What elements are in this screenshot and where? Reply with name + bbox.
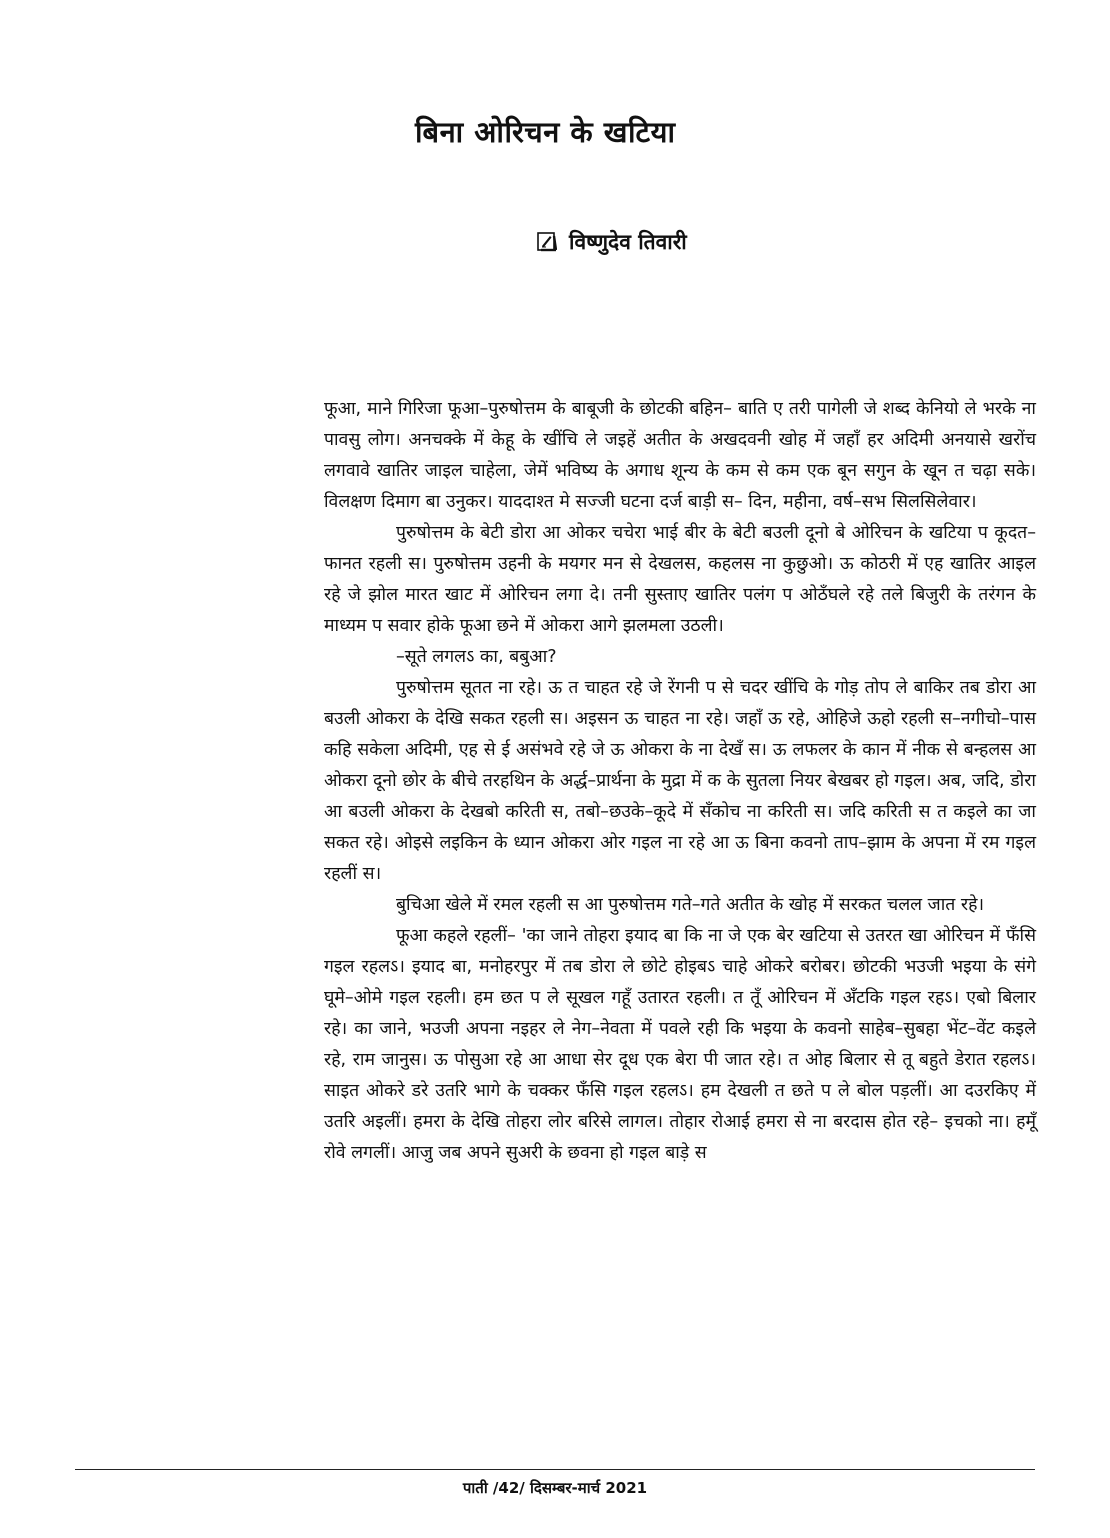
page-footer: पाती /42/ दिसम्बर-मार्च 2021: [462, 1479, 648, 1497]
footer-rule: [75, 1469, 1035, 1470]
byline: [537, 228, 687, 256]
paragraph: फूआ कहले रहलीं– 'का जाने तोहरा इयाद बा कि ना जे एक बेर खटिया से उतरत खा ओरिचन में फँसि गइल रहलऽ। इयाद बा, मनोहरपुर में तब डोरा ले छोटे होइबऽ चाहे ओकरे बरोबर। छोटकी भउजी भइया के संगे घूमे–ओमे गइल रहली। हम छत प ले सूखल गहूँ उतारत रहली। त तूँ ओरिचन में अँटकि गइल रहऽ। एबो बिलार रहे। का जाने, भउजी अपना नइहर ले नेग–नेवता में पवले रही कि भइया के कवनो साहेब–सुबहा भेंट–वेंट कइले रहे, राम जानुस। ऊ पोसुआ रहे आ आधा सेर दूध एक बेरा पी जात रहे। त ओह बिलार से तू बहुते डेरात रहलऽ। साइत ओकरे डरे उतरि भागे के चक्कर फँसि गइल रहलऽ। हम देखली त छते प ले बोल पड़लीं। आ दउरकिए में उतरि अइलीं। हमरा के देखि तोहरा लोर बरिसे लागल। तोहार रोआई हमरा से ना बरदास होत रहे– इचको ना। हमूँ रोवे लगलीं। आजु जब अपने सुअरी के छवना हो गइल बाड़े स: [324, 926, 1036, 1163]
paragraph: –सूते लगलऽ का, बबुआ?: [396, 647, 557, 667]
article-body: [324, 394, 1036, 1169]
paragraph: बुचिआ खेले में रमल रहली स आ पुरुषोत्तम गते–गते अतीत के खोह में सरकत चलल जात रहे।: [396, 895, 985, 915]
paragraph: पुरुषोत्तम के बेटी डोरा आ ओकर चचेरा भाई बीर के बेटी बउली दूनो बे ओरिचन के खटिया प कूदत–फानत रहली स। पुरुषोत्तम उहनी के मयगर मन से देखलस, कहलस ना कुछुओ। ऊ कोठरी में एह खातिर आइल रहे जे झोल मारत खाट में ओरिचन लगा दे। तनी सुस्ताए खातिर पलंग प ओठँघले रहे तले बिजुरी के तरंगन के माध्यम प सवार होके फूआ छने में ओकरा आगे झलमला उठली।: [324, 523, 1036, 636]
paragraph: फूआ, माने गिरिजा फूआ–पुरुषोत्तम के बाबूजी के छोटकी बहिन– बाति ए तरी पागेली जे शब्द केनियो ले भरके ना पावसु लोग। अनचक्के में केहू के खींचि ले जइहें अतीत के अखदवनी खोह में जहाँ हर अदिमी अनयासे खरोंच लगवावे खातिर जाइल चाहेला, जेमें भविष्य के अगाध शून्य के कम से कम एक बून सगुन के खून त चढ़ा सके। विलक्षण दिमाग बा उनुकर। याददाश्त मे सज्जी घटना दर्ज बाड़ी स– दिन, महीना, वर्ष–सभ सिलसिलेवार।: [324, 399, 1036, 512]
pen-in-box-icon: [537, 232, 557, 252]
author-name: विष्णुदेव तिवारी: [569, 230, 687, 254]
paragraph: पुरुषोत्तम सूतत ना रहे। ऊ त चाहत रहे जे रेंगनी प से चदर खींचि के गोड़ तोप ले बाकिर तब डोरा आ बउली ओकरा के देखि सकत रहली स। अइसन ऊ चाहत ना रहे। जहाँ ऊ रहे, ओहिजे ऊहो रहली स–नगीचो–पास कहि सकेला अदिमी, एह से ई असंभवे रहे जे ऊ ओकरा के ना देखँ स। ऊ लफलर के कान में नीक से बन्हलस आ ओकरा दूनो छोर के बीचे तरहथिन के अर्द्ध–प्रार्थना के मुद्रा में क के सुतला नियर बेखबर हो गइल। अब, जदि, डोरा आ बउली ओकरा के देखबो करिती स, तबो–छउके–कूदे में सँकोच ना करिती स। जदि करिती स त कइले का जा सकत रहे। ओइसे लइकिन के ध्यान ओकरा ओर गइल ना रहे आ ऊ बिना कवनो ताप–झाम के अपना में रम गइल रहलीं स।: [324, 678, 1036, 884]
article-title: बिना ओरिचन के खटिया: [415, 115, 676, 149]
